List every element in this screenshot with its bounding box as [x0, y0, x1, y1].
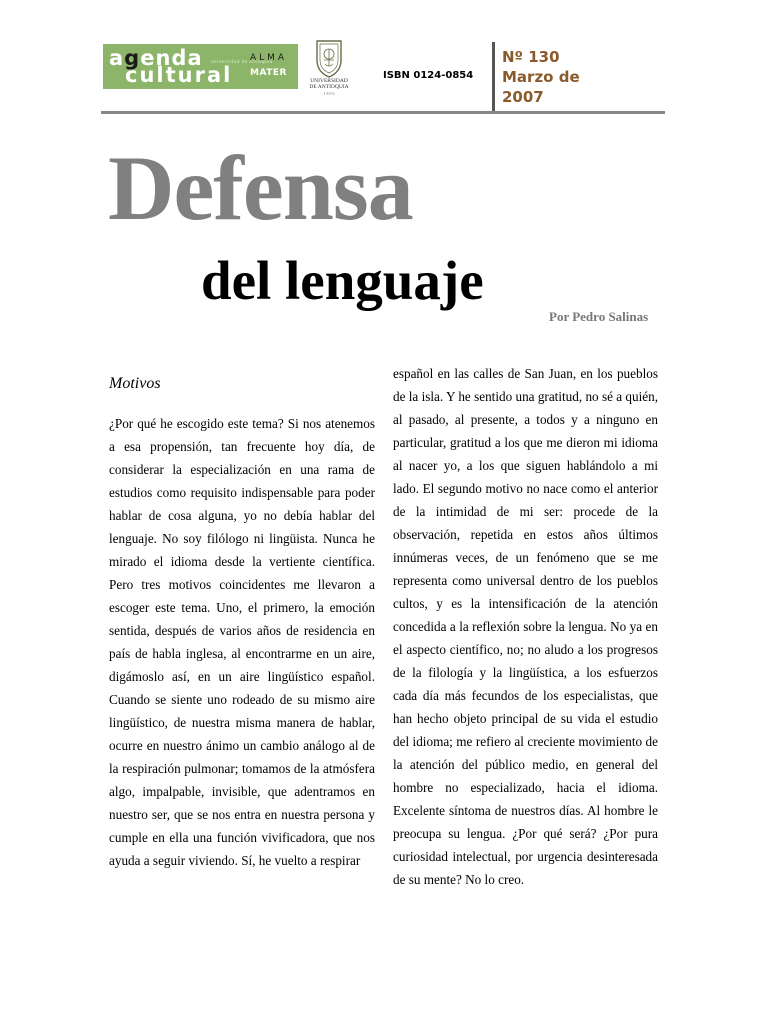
- body-column-right: español en las calles de San Juan, en los pueblos de la isla. Y he sentido una gratitud, no sé a quién, al pasado, al presente, a todos y a ninguno en particular, gratitud a los que me dieron mi idioma al nacer yo, a los que siguen hablándolo a mi lado. El segundo motivo no nace como el anterior de la intimidad de mi ser: procede de la observación, repetida en estos años últimos innúmeras veces, de un fenómeno que se me representa como universal dentro de los pueblos cultos, y es la intensificación de la atención concedida a la reflexión sobre la lengua. No ya en el aspecto científico, no; no aludo a los progresos de la filología y la lingüística, a los esfuerzos cada día más fecundos de los especialistas, que han hecho objeto principal de su vida el estudio del idioma; me refiero al creciente movimiento de la atención del público medio, en general del hombre no especializado, hacia el idioma. Excelente síntoma de nuestros días. Al hombre le preocupa su lengua. ¿Por qué será? ¿Por pura curiosidad intelectual, por urgencia desinteresada de su mente? No lo creo.: [393, 366, 658, 887]
- article-title: Defensa: [108, 137, 413, 239]
- university-name: UNIVERSIDAD DE ANTIOQUIA: [309, 78, 349, 90]
- logo-mater-text: MATER: [250, 68, 287, 78]
- isbn-label: ISBN 0124-0854: [383, 70, 474, 81]
- logo-tiny-text: universidad de antioquia: [211, 59, 273, 64]
- section-heading: Motivos: [109, 375, 161, 392]
- logo-agenda-text: agenda: [109, 46, 203, 70]
- article-subtitle: del lenguaje: [201, 250, 484, 311]
- agenda-cultural-logo: [103, 44, 298, 89]
- page-header: [0, 0, 768, 115]
- logo-alma-text: ALMA: [250, 53, 288, 63]
- issue-number: Nº 130: [502, 48, 560, 66]
- header-horizontal-divider: [101, 111, 665, 114]
- header-vertical-divider: [492, 42, 495, 112]
- article-author: Por Pedro Salinas: [549, 309, 649, 324]
- issue-date-line2: 2007: [502, 88, 544, 106]
- university-seal-icon: [314, 38, 344, 78]
- issue-info: [502, 47, 580, 107]
- university-year: 1 8 0 3: [323, 91, 335, 96]
- issue-date-line1: Marzo de: [502, 68, 580, 86]
- body-column-left: ¿Por qué he escogido este tema? Si nos atenemos a esa propensión, tan frecuente hoy día, de considerar la especialización en una rama de estudios como requisito indispensable para poder hablar de cosa alguna, yo no debía hablar del lenguaje. No soy filólogo ni lingüista. Nunca he mirado el idioma desde la vertiente científica. Pero tres motivos coincidentes me llevaron a escoger este tema. Uno, el primero, la emoción sentida, después de varios años de residencia en país de habla inglesa, al encontrarme en un aire, digámoslo así, en un aire lingüístico español. Cuando se siente uno rodeado de su mismo aire lingüístico, de nuestra misma manera de hablar, ocurre en nuestro ánimo un cambio análogo al de la respiración pulmonar; tomamos de la atmósfera algo, impalpable, invisible, que adentramos en nuestro ser, que se nos entra en nuestra persona y cumple en ella una función vivificadora, que nos ayuda a seguir viviendo. Sí, he vuelto a respirar: [109, 416, 375, 868]
- logo-cultural-text: cultural: [125, 63, 233, 87]
- university-logo: [302, 38, 356, 98]
